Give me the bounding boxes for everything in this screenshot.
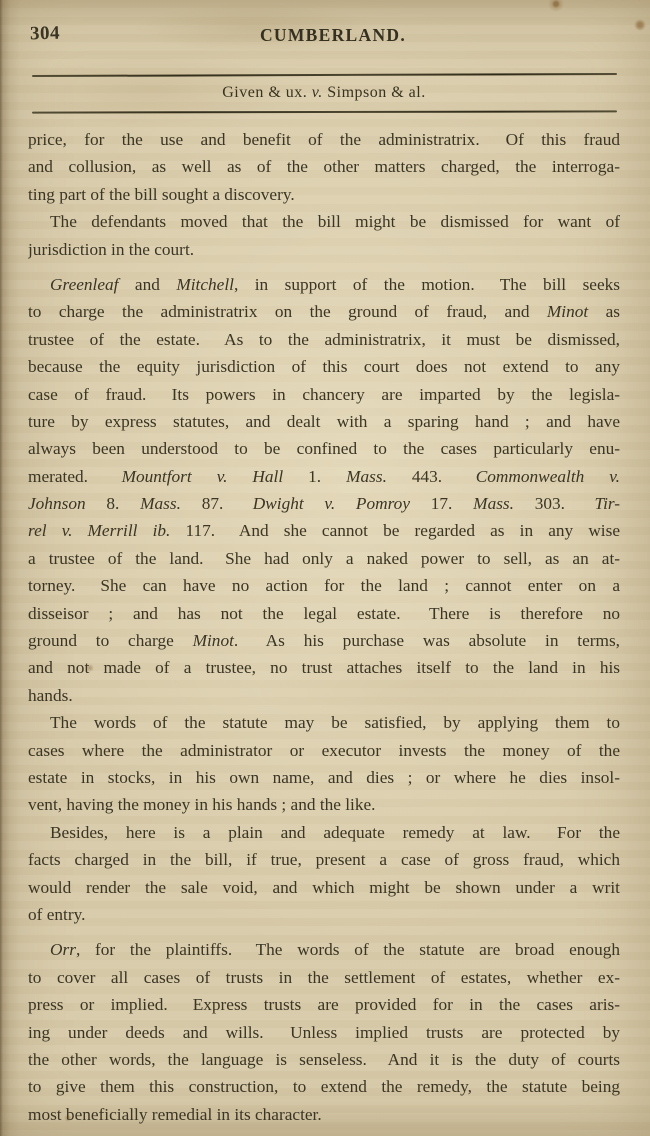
text-line [28,298,620,325]
text-run: hands. [28,685,73,705]
text-line [28,936,620,963]
text-run: and collusion, as well as of the other matters charged, the interroga- [28,157,620,177]
italic-text-run: Mitchell [176,274,234,294]
text-run: the other words, the language is senseless. And it is the duty of courts [28,1049,620,1069]
text-line [28,846,620,873]
text-run: facts charged in the bill, if true, present a case of gross fraud, which [28,850,620,870]
text-line [28,709,620,736]
page-number: 304 [29,22,61,45]
text-line [28,326,620,353]
text-line [28,600,620,627]
italic-text-run: Orr [50,940,76,960]
text-line [28,545,620,572]
text-run: as [588,302,620,322]
text-run: vent, having the money in his hands ; and the like. [28,795,376,815]
italic-text-run: Johnson [28,494,86,514]
paragraph [28,208,620,263]
text-line [28,126,620,153]
text-run: because the equity jurisdiction of this court does not extend to any [28,357,620,377]
caption-versus: v. [311,84,323,101]
text-line [28,181,620,208]
case-caption [28,83,620,103]
italic-text-run: Mountfort v. Hall [121,466,284,486]
paragraph [28,709,620,819]
text-run: torney. She can have no action for the land ; cannot enter on a [28,576,620,596]
horizontal-rule-bottom [32,110,617,113]
text-line [28,1101,620,1128]
text-line [28,271,620,298]
paragraph [28,271,620,709]
text-line [28,764,620,791]
text-line [28,1073,620,1100]
text-run: a trustee of the land. She had only a naked power to sell, as an at- [28,548,620,568]
text-line [28,381,620,408]
text-line [28,1046,620,1073]
text-run: case of fraud. Its powers in chancery are imparted by the legisla- [28,384,620,404]
text-run: . As his purchase was absolute in terms, [233,631,620,651]
text-run: The defendants moved that the bill might be dismissed for want of [50,212,620,232]
running-head: CUMBERLAND. [259,25,407,45]
page-body [28,126,620,1128]
paragraph [28,936,620,1128]
text-run: 117. And she cannot be regarded as in any wise [170,521,620,541]
text-run: 1. [283,466,347,486]
text-line [28,819,620,846]
text-line [28,208,620,235]
text-run: 443. [386,466,476,486]
italic-text-run: Minot [192,631,234,651]
text-run: price, for the use and benefit of the administratrix. Of this fraud [28,130,620,149]
page-content [28,0,620,1128]
text-run: , in support of the motion. The bill seeks [233,274,620,294]
text-line [28,353,620,380]
text-run: , for the plaintiffs. The words of the statute are broad enough [75,940,620,960]
text-run: to cover all cases of trusts in the settlement of estates, whether ex- [28,967,620,987]
text-run: disseisor ; and has not the legal estate. There is therefore no [28,603,620,623]
text-line [28,901,620,928]
italic-text-run: Mass. [346,466,387,486]
text-line [28,682,620,709]
italic-text-run: Greenleaf [50,274,119,294]
text-run: ing under deeds and wills. Unless implied trusts are protected by [28,1022,620,1042]
caption-parties-left: Given & ux. [222,84,312,101]
text-run: The words of the statute may be satisfied, by applying them to [50,713,620,733]
text-run: estate in stocks, in his own name, and dies ; or where he dies insol- [28,767,620,787]
text-run: Besides, here is a plain and adequate remedy at law. For the [50,822,620,842]
italic-text-run: Dwight v. Pomroy [252,494,410,514]
text-run: to charge the administratrix on the ground of fraud, and [28,302,547,322]
text-run: press or implied. Express trusts are provided for in the cases aris- [28,995,620,1015]
text-line [28,490,620,517]
italic-text-run: Mass. [140,494,181,514]
text-line [28,153,620,180]
text-run: cases where the administrator or executor invests the money of the [28,740,620,760]
text-run: jurisdiction in the court. [28,239,195,259]
text-line [28,654,620,681]
text-run: always been understood to be confined to the cases particularly enu- [28,439,620,459]
text-run: trustee of the estate. As to the administratrix, it must be dismissed, [28,329,620,349]
text-line [28,737,620,764]
text-line [28,463,620,490]
text-line [28,991,620,1018]
text-run: to give them this construction, to extend the remedy, the statute being [28,1077,620,1097]
text-line [28,517,620,544]
italic-text-run: Tir- [594,494,620,514]
text-run: 8. [85,494,141,514]
text-run: and [118,274,177,294]
text-run: ting part of the bill sought a discovery. [28,184,295,204]
text-run: 87. [180,494,253,514]
paragraph [28,819,620,929]
text-line [28,791,620,818]
text-run: and not made of a trustee, no trust attaches itself to the land in his [28,658,620,678]
text-run: 303. [513,494,595,514]
text-run: merated. [28,466,122,486]
text-line [28,874,620,901]
horizontal-rule-top [32,73,617,77]
text-line [28,627,620,654]
text-line [28,408,620,435]
text-run: ground to charge [28,631,193,651]
text-line [28,964,620,991]
text-run: of entry. [28,904,86,924]
text-run: most beneficially remedial in its character. [28,1104,322,1124]
italic-text-run: Minot [546,302,589,322]
text-run: ture by express statutes, and dealt with a sparing hand ; and have [28,411,620,431]
text-run: 17. [410,494,474,514]
text-line [28,1019,620,1046]
text-line [28,435,620,462]
text-line [28,236,620,263]
caption-parties-right: Simpson & al. [322,84,426,101]
text-run: would render the sale void, and which might be shown under a writ [28,877,620,897]
paragraph [28,126,620,208]
italic-text-run: Mass. [473,494,514,514]
italic-text-run: Commonwealth v. [475,466,620,486]
text-line [28,572,620,599]
italic-text-run: rel v. Merrill ib. [28,521,171,541]
